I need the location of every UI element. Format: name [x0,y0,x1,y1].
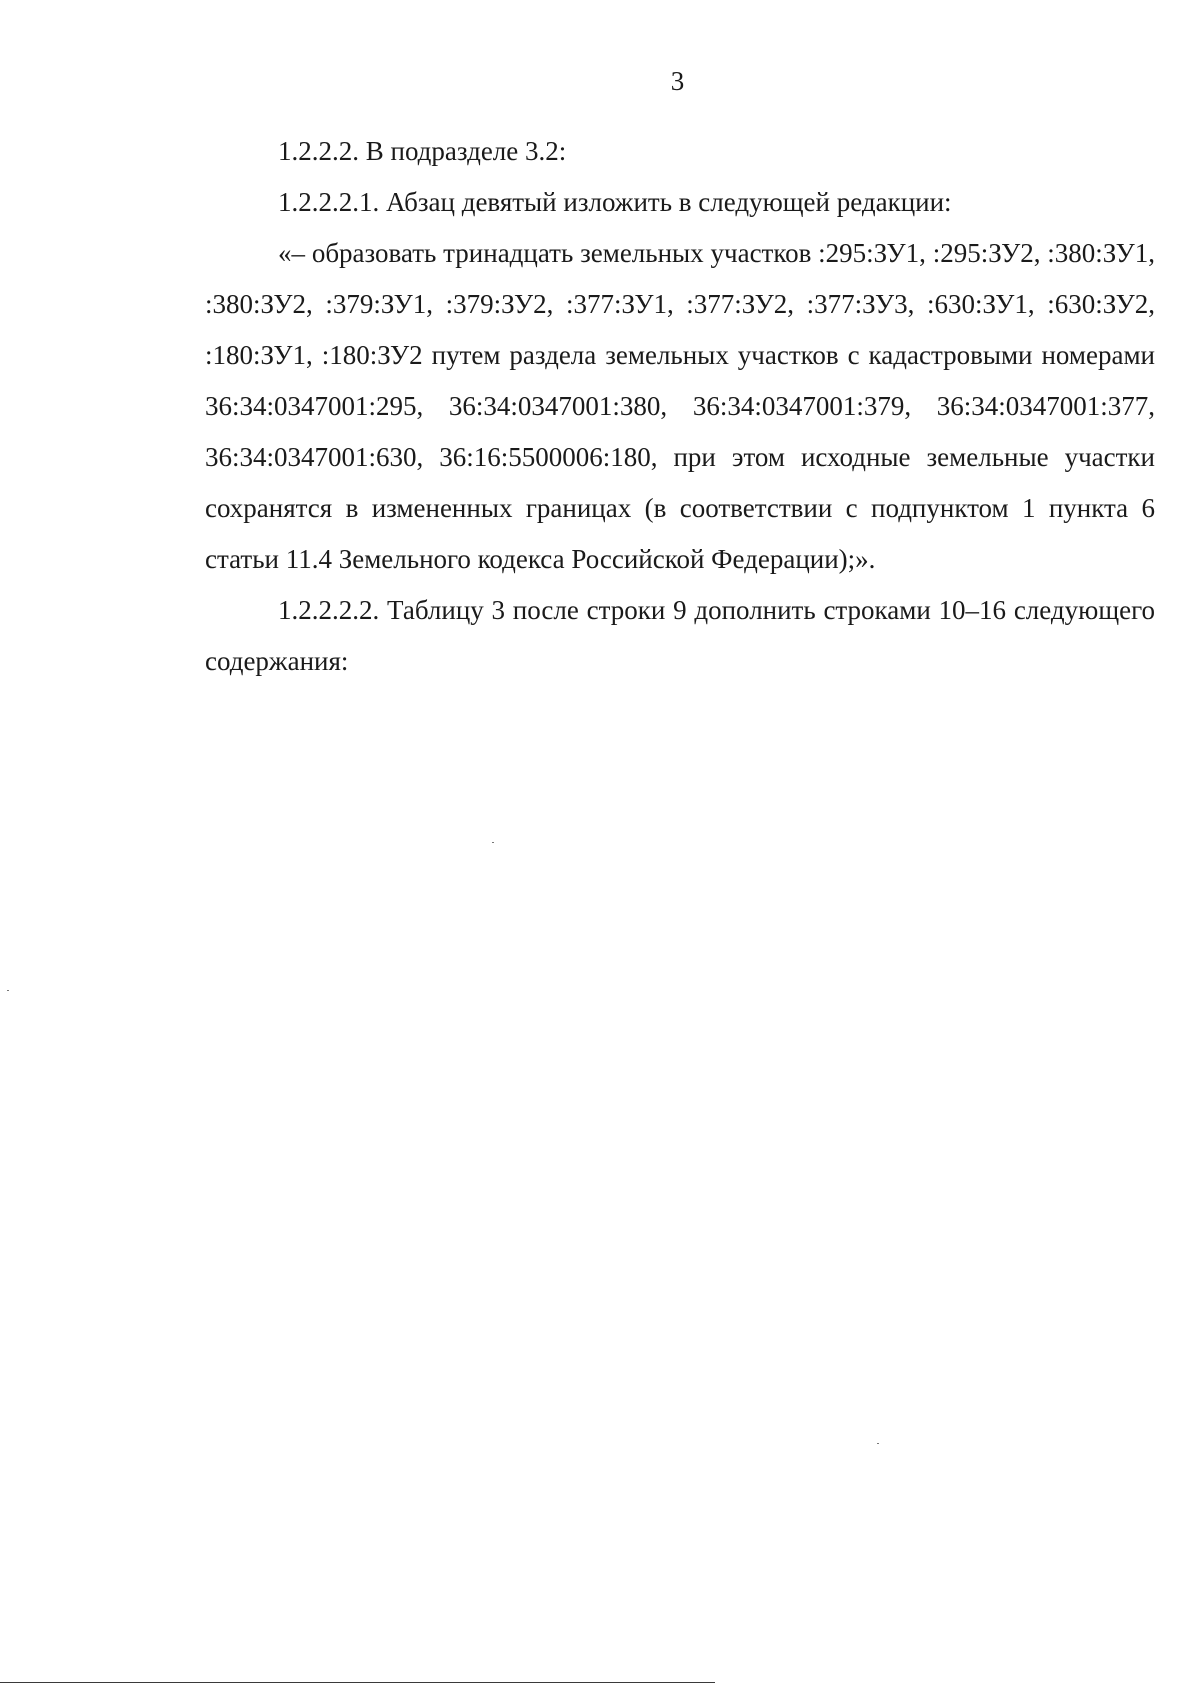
scan-speck [492,842,494,843]
paragraph-amendment-text: «– образовать тринадцать земельных участков :295:ЗУ1, :295:ЗУ2, :380:ЗУ1, :380:ЗУ2, :379:ЗУ1, :379:ЗУ2, :377:ЗУ1, :377:ЗУ2, :377:ЗУ3, :630:ЗУ1, :630:ЗУ2, :180:ЗУ1, :180:ЗУ2 путем раздела земельных участков с кадастровыми номерами 36:34:0347001:295, 36:34:0347001:380, 36:34:0347001:379, 36:34:0347001:377, 36:34:0347001:630, 36:16:5500006:180, при этом исходные земельные участки сохранятся в измененных границах (в соответствии с подпунктом 1 пункта 6 статьи 11.4 Земельного кодекса Российской Федерации);». [205,238,1155,574]
document-body [205,126,1155,687]
paragraph-amendment-instruction: 1.2.2.2.1. Абзац девятый изложить в следующей редакции: [278,187,952,217]
scan-edge-line [0,1682,715,1683]
scan-speck [7,990,9,991]
scan-speck [877,1443,879,1444]
page-number: 3 [670,66,685,96]
paragraph-subsection-heading: 1.2.2.2. В подразделе 3.2: [278,136,567,166]
paragraph-table-instruction: 1.2.2.2.2. Таблицу 3 после строки 9 дополнить строками 10–16 следующего содержания: [205,595,1155,676]
